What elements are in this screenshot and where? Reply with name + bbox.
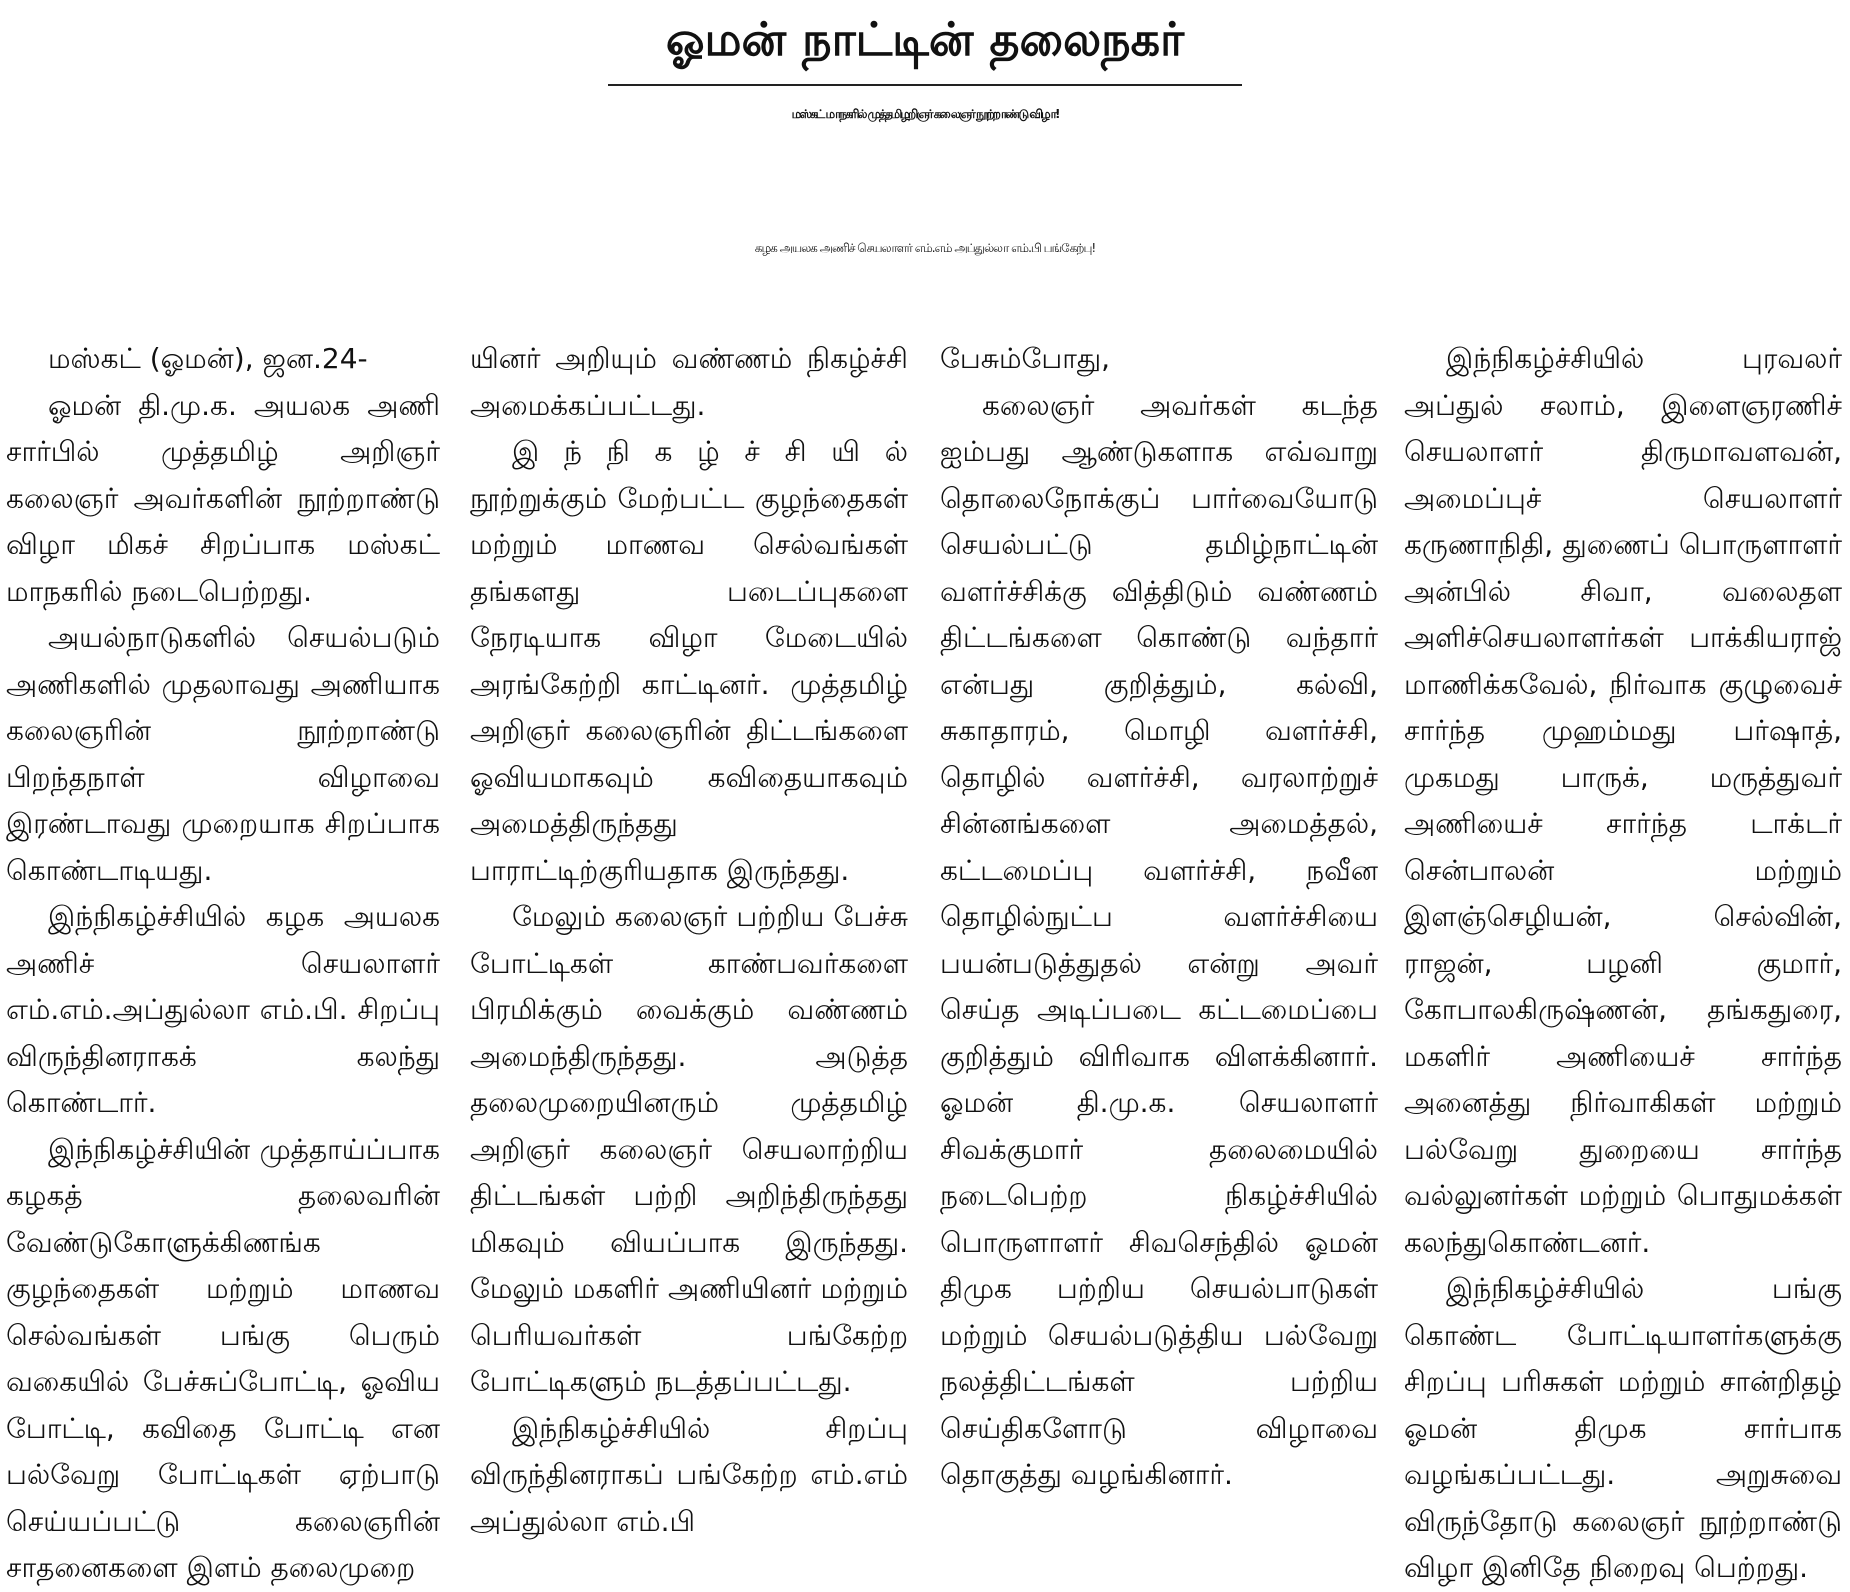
paragraph: அயல்நாடுகளில் செயல்படும் அணிகளில் முதலாவது அணியாக கலைஞரின் நூற்றாண்டு பிறந்தநாள் விழாவை இரண்டாவது முறையாக சிறப்பாக கொண்டாடியது. [6,621,440,887]
column-2 [470,336,908,1566]
column-3 [940,336,1378,1566]
kicker-underline [608,84,1242,86]
paragraph: இந்நிகழ்ச்சியில் புரவலர் அப்துல் சலாம், இளைஞரணிச் செயலாளர் திருமாவளவன், அமைப்புச் செயலாளர் கருணாநிதி, துணைப் பொருளாளர் அன்பில் சிவா, வலைதள அளிச்செயலாளர்கள் பாக்கியராஜ் மாணிக்கவேல், நிர்வாக குழுவைச் சார்ந்த முஹம்மது பர்ஷாத், முகமது பாருக், மருத்துவர் அணியைச் சார்ந்த டாக்டர் சென்பாலன் மற்றும் இளஞ்செழியன், செல்வின், ராஜன், பழனி குமார், கோபாலகிருஷ்ணன், தங்கதுரை, மகளிர் அணியைச் சார்ந்த அனைத்து நிர்வாகிகள் மற்றும் பல்வேறு துறையை சார்ந்த வல்லுனர்கள் மற்றும் பொதுமக்கள் கலந்துகொண்டனர். [1404,342,1842,1259]
column-4 [1404,336,1842,1584]
article-body [6,336,1844,1584]
paragraph: இந்நிகழ்ச்சியில் சிறப்பு விருந்தினராகப் பங்கேற்ற எம்.எம் அப்துல்லா எம்.பி [470,1411,908,1538]
kicker [0,14,1850,71]
kicker-text: ஓமன் நாட்டின் தலைநகர் [665,12,1185,66]
paragraph: இந்நிகழ்ச்சியில் கழக அயலக அணிச் செயலாளர் எம்.எம்.அப்துல்லா எம்.பி. சிறப்பு விருந்தினராகக் கலந்து கொண்டார். [6,900,440,1119]
paragraph: இந்நிகழ்ச்சியின் முத்தாய்ப்பாக கழகத் தலைவரின் வேண்டுகோளுக்கிணங்க குழந்தைகள் மற்றும் மாணவ செல்வங்கள் பங்கு பெரும் வகையில் பேச்சுப்போட்டி, ஓவிய போட்டி, கவிதை போட்டி என பல்வேறு போட்டிகள் ஏற்பாடு செய்யப்பட்டு கலைஞரின் சாதனைகளை இளம் தலைமுறை [6,1132,440,1584]
paragraph: ஓமன் தி.மு.க. அயலக அணி சார்பில் முத்தமிழ் அறிஞர் கலைஞர் அவர்களின் நூற்றாண்டு விழா மிகச் சிறப்பாக மஸ்கட் மாநகரில் நடைபெற்றது. [6,388,440,608]
column-1 [6,336,440,1584]
paragraph: கலைஞர் அவர்கள் கடந்த ஐம்பது ஆண்டுகளாக எவ்வாறு தொலைநோக்குப் பார்வையோடு செயல்பட்டு தமிழ்நாட்டின் வளர்ச்சிக்கு வித்திடும் வண்ணம் திட்டங்களை கொண்டு வந்தார் என்பது குறித்தும், கல்வி, சுகாதாரம், மொழி வளர்ச்சி, தொழில் வளர்ச்சி, வரலாற்றுச் சின்னங்களை அமைத்தல், கட்டமைப்பு வளர்ச்சி, நவீன தொழில்நுட்ப வளர்ச்சியை பயன்படுத்துதல் என்று அவர் செய்த அடிப்படை கட்டமைப்பை குறித்தும் விரிவாக விளக்கினார். ஓமன் தி.மு.க. செயலாளர் சிவக்குமார் தலைமையில் நடைபெற்ற நிகழ்ச்சியில் பொருளாளர் சிவசெந்தில் ஓமன் திமுக பற்றிய செயல்பாடுகள் மற்றும் செயல்படுத்திய பல்வேறு நலத்திட்டங்கள் பற்றிய செய்திகளோடு விழாவை தொகுத்து வழங்கினார். [940,388,1378,1491]
dateline: மஸ்கட் (ஓமன்), ஜன.24- [48,342,368,375]
headline: மஸ்கட் மாநகரில் முத்தமிழறிஞர் கலைஞர் நூற்றாண்டு விழா! [791,107,1059,121]
paragraph: மேலும் கலைஞர் பற்றிய பேச்சு போட்டிகள் காண்பவர்களை பிரமிக்கும் வைக்கும் வண்ணம் அமைந்திருந்தது. அடுத்த தலைமுறையினரும் முத்தமிழ் அறிஞர் கலைஞர் செயலாற்றிய திட்டங்கள் பற்றி அறிந்திருந்தது மிகவும் வியப்பாக இருந்தது. மேலும் மகளிர் அணியினர் மற்றும் பெரியவர்கள் பங்கேற்ற போட்டிகளும் நடத்தப்பட்டது. [470,900,908,1398]
paragraph: இந்நிகழ்ச்சியில் பங்கு கொண்ட போட்டியாளர்களுக்கு சிறப்பு பரிசுகள் மற்றும் சான்றிதழ் ஓமன் திமுக சார்பாக வழங்கப்பட்டது. அறுசுவை விருந்தோடு கலைஞர் நூற்றாண்டு விழா இனிதே நிறைவு பெற்றது. [1404,1272,1842,1584]
subheadline: கழக அயலக அணிச் செயலாளர் எம்.எம் அப்துல்லா எம்.பி பங்கேற்பு! [754,241,1096,255]
paragraph: இ ந் நி க ழ் ச் சி யி ல் நூற்றுக்கும் மேற்பட்ட குழந்தைகள் மற்றும் மாணவ செல்வங்கள் தங்களது படைப்புகளை நேரடியாக விழா மேடையில் அரங்கேற்றி காட்டினர். முத்தமிழ் அறிஞர் கலைஞரின் திட்டங்களை ஓவியமாகவும் கவிதையாகவும் அமைத்திருந்தது பாராட்டிற்குரியதாக இருந்தது. [470,435,908,887]
paragraph-continued: யினர் அறியும் வண்ணம் நிகழ்ச்சி அமைக்கப்பட்டது. [470,342,908,422]
paragraph-continued: பேசும்போது, [940,342,1111,375]
